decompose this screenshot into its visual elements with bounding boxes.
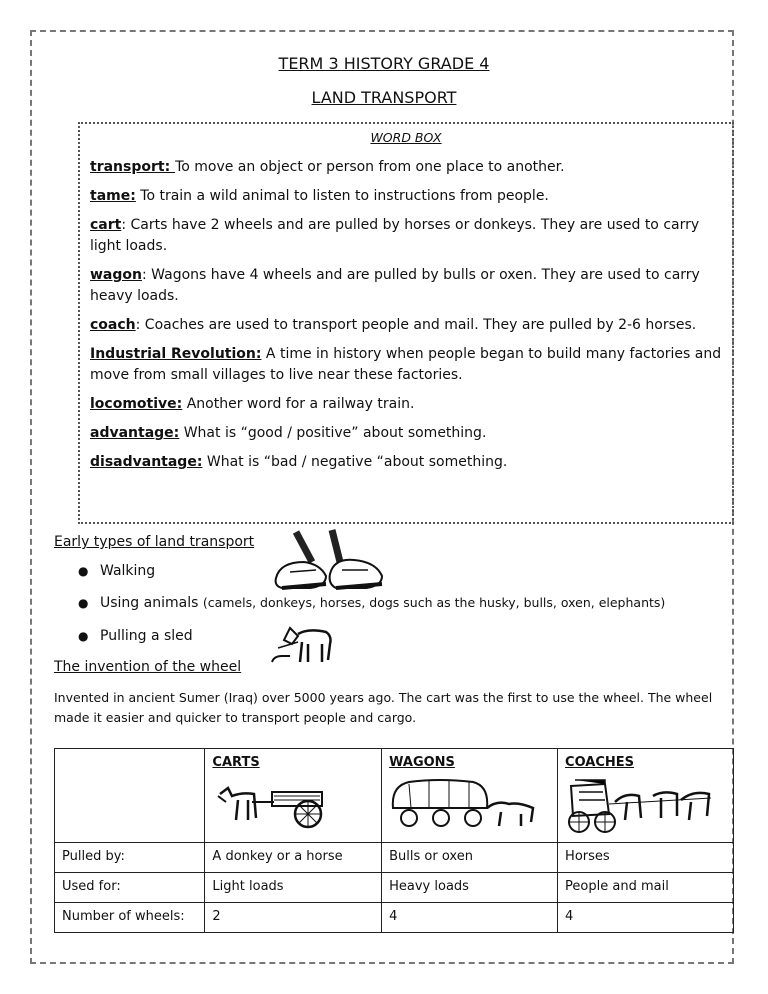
definition-tame: tame: To train a wild animal to listen to instructions from people. <box>90 188 549 204</box>
table-header-wagons: WAGONS <box>382 749 558 843</box>
list-item-animals: ● Using animals (camels, donkeys, horses, dogs such as the husky, bulls, oxen, elephants) <box>78 595 666 611</box>
table-cell: Heavy loads <box>382 873 558 903</box>
walking-feet-icon <box>270 528 388 594</box>
wheel-paragraph: Invented in ancient Sumer (Iraq) over 5000 years ago. The cart was the first to use the wheel. The wheel made it easier and quicker to transport people and cargo. <box>54 690 713 725</box>
row-label-pulled-by: Pulled by: <box>55 843 205 873</box>
definition-wagon: wagon: Wagons have 4 wheels and are pulled by bulls or oxen. They are used to carry heavy loads. <box>90 267 700 304</box>
page-subtitle: LAND TRANSPORT <box>311 88 457 107</box>
table-header-row <box>55 749 734 843</box>
table-cell: Horses <box>558 843 734 873</box>
wheel-heading: The invention of the wheel <box>54 659 242 675</box>
table-row <box>55 843 734 873</box>
list-item-sled: ● Pulling a sled <box>78 628 193 644</box>
page-title: TERM 3 HISTORY GRADE 4 <box>278 54 490 73</box>
table-row <box>55 873 734 903</box>
covered-wagon-icon <box>389 778 539 830</box>
definition-locomotive: locomotive: Another word for a railway train. <box>90 396 415 412</box>
definition-cart: cart: Carts have 2 wheels and are pulled by horses or donkeys. They are used to carry light loads. <box>90 217 700 254</box>
definition-industrial-revolution: Industrial Revolution: A time in history when people began to build many factories and move from small villages to live near these factories. <box>90 346 722 383</box>
definition-transport: transport: To move an object or person from one place to another. <box>90 159 565 175</box>
definition-disadvantage: disadvantage: What is “bad / negative “about something. <box>90 454 508 470</box>
table-cell: A donkey or a horse <box>205 843 382 873</box>
table-header-coaches: COACHES <box>558 749 734 843</box>
table-cell: 4 <box>382 903 558 933</box>
definition-coach: coach: Coaches are used to transport people and mail. They are pulled by 2-6 horses. <box>90 317 697 333</box>
table-row <box>55 903 734 933</box>
table-cell: People and mail <box>558 873 734 903</box>
word-box <box>78 122 734 524</box>
row-label-number-of-wheels: Number of wheels: <box>55 903 205 933</box>
list-item-walking: ● Walking <box>78 563 156 579</box>
table-cell: Bulls or oxen <box>382 843 558 873</box>
row-label-used-for: Used for: <box>55 873 205 903</box>
table-header-empty <box>55 749 205 843</box>
table-header-carts: CARTS <box>205 749 382 843</box>
definition-advantage: advantage: What is “good / positive” about something. <box>90 425 487 441</box>
table-cell: 2 <box>205 903 382 933</box>
donkey-cart-icon <box>212 778 332 830</box>
stagecoach-icon <box>565 778 715 834</box>
transport-table <box>54 748 734 933</box>
table-cell: 4 <box>558 903 734 933</box>
donkey-sled-icon <box>268 622 338 668</box>
early-types-heading: Early types of land transport <box>54 534 255 550</box>
table-cell: Light loads <box>205 873 382 903</box>
word-box-heading: WORD BOX <box>370 130 442 145</box>
